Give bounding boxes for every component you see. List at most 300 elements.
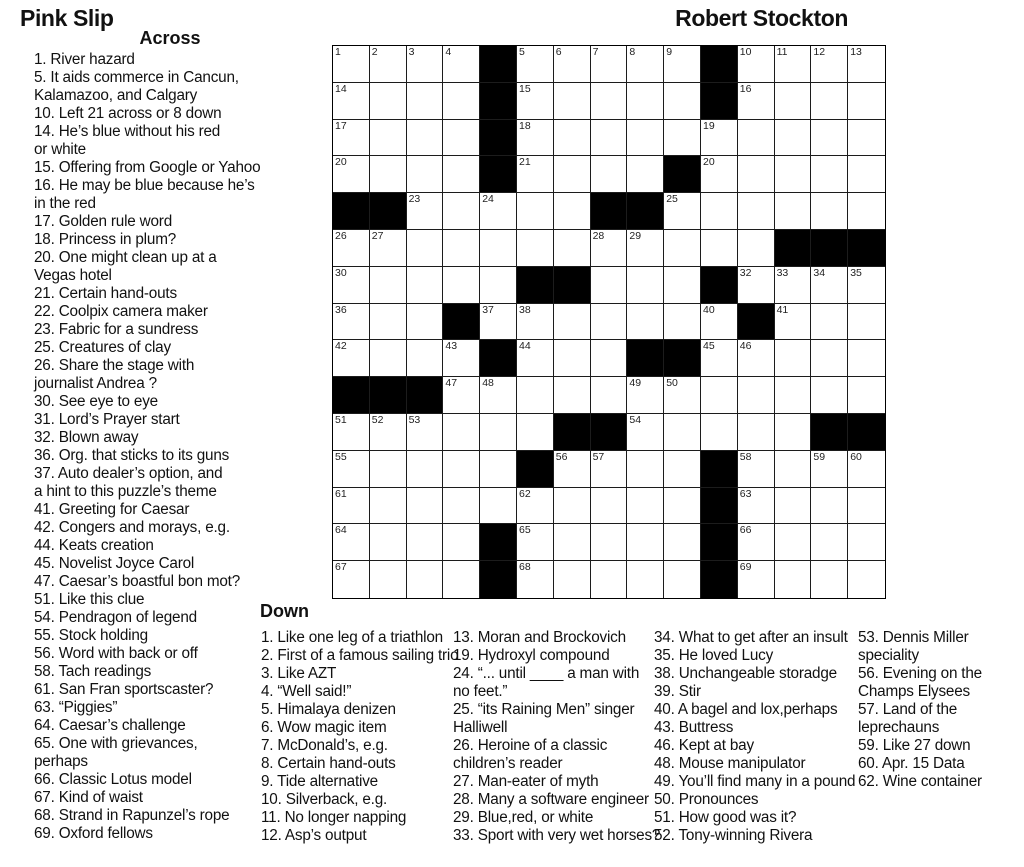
- grid-cell-r7c5[interactable]: [480, 267, 517, 304]
- clue-down-8: 8. Certain hand-outs: [261, 755, 396, 772]
- grid-cell-r5c15[interactable]: [848, 193, 885, 230]
- grid-cell-r3c6[interactable]: [517, 120, 554, 157]
- grid-cell-r13c9[interactable]: [627, 488, 664, 525]
- grid-block-r6c13: [775, 230, 812, 267]
- grid-cell-r6c9[interactable]: [627, 230, 664, 267]
- grid-cell-r5c5[interactable]: [480, 193, 517, 230]
- clue-across-23: 23. Fabric for a sundress: [34, 321, 199, 338]
- grid-cell-r11c13[interactable]: [775, 414, 812, 451]
- grid-cell-r9c15[interactable]: [848, 340, 885, 377]
- grid-cell-r12c10[interactable]: [664, 451, 701, 488]
- grid-cell-r9c2[interactable]: [370, 340, 407, 377]
- grid-cell-r13c1[interactable]: [333, 488, 370, 525]
- grid-cell-r9c6[interactable]: [517, 340, 554, 377]
- clue-across-47: 47. Caesar’s boastful bon mot?: [34, 573, 241, 590]
- clue-down-29: 29. Blue,red, or white: [453, 809, 594, 826]
- grid-cell-r9c7[interactable]: [554, 340, 591, 377]
- grid-cell-r10c4[interactable]: [443, 377, 480, 414]
- clue-down-26: 26. Heroine of a classic: [453, 737, 608, 754]
- grid-cell-r8c5[interactable]: [480, 304, 517, 341]
- grid-cell-r15c9[interactable]: [627, 561, 664, 598]
- grid-cell-r9c11[interactable]: [701, 340, 738, 377]
- cell-number: 69: [739, 561, 752, 574]
- grid-cell-r11c1[interactable]: [333, 414, 370, 451]
- grid-cell-r7c13[interactable]: [775, 267, 812, 304]
- clue-down-3: 3. Like AZT: [261, 665, 337, 682]
- grid-cell-r9c3[interactable]: [407, 340, 444, 377]
- grid-cell-r14c2[interactable]: [370, 524, 407, 561]
- grid-cell-r14c10[interactable]: [664, 524, 701, 561]
- clue-across-14-cont: or white: [34, 141, 86, 158]
- grid-cell-r1c12[interactable]: [738, 46, 775, 83]
- grid-block-r11c7: [554, 414, 591, 451]
- clue-down-25-cont: Halliwell: [453, 719, 508, 736]
- grid-cell-r9c13[interactable]: [775, 340, 812, 377]
- grid-cell-r6c1[interactable]: [333, 230, 370, 267]
- clue-across-55: 55. Stock holding: [34, 627, 148, 644]
- grid-cell-r4c11[interactable]: [701, 156, 738, 193]
- cell-number: 17: [335, 119, 347, 132]
- cell-number: 60: [850, 450, 862, 463]
- grid-cell-r13c15[interactable]: [848, 488, 885, 525]
- grid-cell-r2c12[interactable]: [738, 83, 775, 120]
- clue-down-33: 33. Sport with very wet horses?: [453, 827, 661, 844]
- cell-number: 30: [335, 266, 347, 279]
- cell-number: 41: [776, 303, 789, 316]
- grid-cell-r5c11[interactable]: [701, 193, 738, 230]
- grid-block-r12c6: [517, 451, 554, 488]
- grid-cell-r8c15[interactable]: [848, 304, 885, 341]
- grid-cell-r4c3[interactable]: [407, 156, 444, 193]
- grid-cell-r5c7[interactable]: [554, 193, 591, 230]
- grid-cell-r15c15[interactable]: [848, 561, 885, 598]
- grid-cell-r8c14[interactable]: [811, 304, 848, 341]
- grid-block-r7c11: [701, 267, 738, 304]
- grid-cell-r5c10[interactable]: [664, 193, 701, 230]
- grid-cell-r1c13[interactable]: [775, 46, 812, 83]
- grid-cell-r12c1[interactable]: [333, 451, 370, 488]
- grid-cell-r5c3[interactable]: [407, 193, 444, 230]
- grid-cell-r14c7[interactable]: [554, 524, 591, 561]
- grid-cell-r5c13[interactable]: [775, 193, 812, 230]
- clue-down-10: 10. Silverback, e.g.: [261, 791, 388, 808]
- grid-block-r6c14: [811, 230, 848, 267]
- grid-cell-r8c2[interactable]: [370, 304, 407, 341]
- cell-number: 23: [408, 193, 421, 206]
- clue-across-20-cont: Vegas hotel: [34, 267, 112, 284]
- cell-number: 45: [702, 340, 715, 353]
- grid-cell-r12c4[interactable]: [443, 451, 480, 488]
- grid-block-r9c9: [627, 340, 664, 377]
- clue-down-2: 2. First of a famous sailing trio: [261, 647, 459, 664]
- grid-cell-r4c7[interactable]: [554, 156, 591, 193]
- grid-cell-r2c4[interactable]: [443, 83, 480, 120]
- grid-cell-r4c8[interactable]: [591, 156, 628, 193]
- grid-cell-r15c10[interactable]: [664, 561, 701, 598]
- grid-cell-r11c9[interactable]: [627, 414, 664, 451]
- grid-cell-r2c10[interactable]: [664, 83, 701, 120]
- grid-cell-r12c15[interactable]: [848, 451, 885, 488]
- grid-cell-r6c2[interactable]: [370, 230, 407, 267]
- grid-cell-r7c8[interactable]: [591, 267, 628, 304]
- grid-cell-r2c9[interactable]: [627, 83, 664, 120]
- grid-cell-r11c3[interactable]: [407, 414, 444, 451]
- grid-cell-r2c8[interactable]: [591, 83, 628, 120]
- grid-cell-r15c8[interactable]: [591, 561, 628, 598]
- grid-cell-r13c13[interactable]: [775, 488, 812, 525]
- cell-number: 32: [739, 266, 752, 279]
- grid-cell-r10c15[interactable]: [848, 377, 885, 414]
- grid-cell-r7c1[interactable]: [333, 267, 370, 304]
- grid-cell-r3c15[interactable]: [848, 120, 885, 157]
- grid-cell-r11c11[interactable]: [701, 414, 738, 451]
- clue-across-21: 21. Certain hand-outs: [34, 285, 177, 302]
- grid-cell-r12c5[interactable]: [480, 451, 517, 488]
- grid-cell-r14c1[interactable]: [333, 524, 370, 561]
- clue-across-1: 1. River hazard: [34, 51, 135, 68]
- cell-number: 43: [445, 340, 458, 353]
- cell-number: 27: [371, 229, 384, 242]
- grid-block-r15c11: [701, 561, 738, 598]
- grid-cell-r8c13[interactable]: [775, 304, 812, 341]
- clue-down-56-cont: Champs Elysees: [858, 683, 970, 700]
- grid-cell-r10c9[interactable]: [627, 377, 664, 414]
- grid-cell-r5c4[interactable]: [443, 193, 480, 230]
- grid-cell-r7c15[interactable]: [848, 267, 885, 304]
- grid-cell-r8c3[interactable]: [407, 304, 444, 341]
- cell-number: 8: [629, 46, 636, 58]
- cell-number: 7: [592, 46, 599, 58]
- clue-down-7: 7. McDonald’s, e.g.: [261, 737, 388, 754]
- clue-down-46: 46. Kept at bay: [654, 737, 754, 754]
- clue-across-14: 14. He’s blue without his red: [34, 123, 221, 140]
- grid-cell-r1c1[interactable]: [333, 46, 370, 83]
- grid-cell-r2c13[interactable]: [775, 83, 812, 120]
- clue-across-56: 56. Word with back or off: [34, 645, 198, 662]
- grid-cell-r4c14[interactable]: [811, 156, 848, 193]
- grid-cell-r3c13[interactable]: [775, 120, 812, 157]
- grid-cell-r8c9[interactable]: [627, 304, 664, 341]
- cell-number: 9: [666, 46, 673, 58]
- grid-cell-r13c12[interactable]: [738, 488, 775, 525]
- grid-cell-r12c8[interactable]: [591, 451, 628, 488]
- clue-down-24-cont: no feet.”: [453, 683, 508, 700]
- clue-across-61: 61. San Fran sportscaster?: [34, 681, 214, 698]
- grid-cell-r13c3[interactable]: [407, 488, 444, 525]
- grid-cell-r11c12[interactable]: [738, 414, 775, 451]
- cell-number: 3: [408, 46, 415, 58]
- grid-cell-r14c14[interactable]: [811, 524, 848, 561]
- grid-block-r8c4: [443, 304, 480, 341]
- grid-cell-r13c4[interactable]: [443, 488, 480, 525]
- clue-down-34: 34. What to get after an insult: [654, 629, 848, 646]
- grid-cell-r1c10[interactable]: [664, 46, 701, 83]
- grid-cell-r5c12[interactable]: [738, 193, 775, 230]
- grid-cell-r2c1[interactable]: [333, 83, 370, 120]
- clue-across-36: 36. Org. that sticks to its guns: [34, 447, 230, 464]
- cell-number: 13: [850, 46, 862, 58]
- grid-cell-r3c3[interactable]: [407, 120, 444, 157]
- grid-cell-r13c10[interactable]: [664, 488, 701, 525]
- clue-across-5: 5. It aids commerce in Cancun,: [34, 69, 239, 86]
- grid-cell-r12c7[interactable]: [554, 451, 591, 488]
- grid-cell-r7c4[interactable]: [443, 267, 480, 304]
- clue-down-57-cont: leprechauns: [858, 719, 940, 736]
- grid-cell-r15c6[interactable]: [517, 561, 554, 598]
- grid-cell-r6c4[interactable]: [443, 230, 480, 267]
- grid-cell-r13c2[interactable]: [370, 488, 407, 525]
- cell-number: 14: [335, 82, 347, 95]
- grid-cell-r9c12[interactable]: [738, 340, 775, 377]
- crossword-grid: [332, 45, 886, 599]
- grid-cell-r3c2[interactable]: [370, 120, 407, 157]
- clue-down-48: 48. Mouse manipulator: [654, 755, 806, 772]
- grid-cell-r12c13[interactable]: [775, 451, 812, 488]
- grid-block-r11c8: [591, 414, 628, 451]
- puzzle-author: Robert Stockton: [675, 5, 848, 31]
- grid-cell-r8c7[interactable]: [554, 304, 591, 341]
- grid-cell-r15c13[interactable]: [775, 561, 812, 598]
- clue-across-37-cont: a hint to this puzzle’s theme: [34, 483, 217, 500]
- grid-cell-r6c6[interactable]: [517, 230, 554, 267]
- grid-cell-r6c12[interactable]: [738, 230, 775, 267]
- grid-cell-r6c7[interactable]: [554, 230, 591, 267]
- grid-cell-r11c6[interactable]: [517, 414, 554, 451]
- cell-number: 42: [335, 340, 347, 353]
- grid-cell-r4c6[interactable]: [517, 156, 554, 193]
- cell-number: 47: [445, 377, 458, 390]
- grid-cell-r5c6[interactable]: [517, 193, 554, 230]
- grid-cell-r11c4[interactable]: [443, 414, 480, 451]
- grid-block-r10c2: [370, 377, 407, 414]
- clue-down-13: 13. Moran and Brockovich: [453, 629, 626, 646]
- cell-number: 65: [518, 524, 531, 537]
- cell-number: 64: [335, 524, 347, 537]
- grid-cell-r1c2[interactable]: [370, 46, 407, 83]
- grid-cell-r15c7[interactable]: [554, 561, 591, 598]
- grid-cell-r1c15[interactable]: [848, 46, 885, 83]
- grid-cell-r6c5[interactable]: [480, 230, 517, 267]
- grid-cell-r12c12[interactable]: [738, 451, 775, 488]
- grid-cell-r1c8[interactable]: [591, 46, 628, 83]
- grid-cell-r1c7[interactable]: [554, 46, 591, 83]
- grid-cell-r4c1[interactable]: [333, 156, 370, 193]
- grid-cell-r4c12[interactable]: [738, 156, 775, 193]
- grid-cell-r14c8[interactable]: [591, 524, 628, 561]
- grid-cell-r8c6[interactable]: [517, 304, 554, 341]
- grid-cell-r10c5[interactable]: [480, 377, 517, 414]
- grid-cell-r13c8[interactable]: [591, 488, 628, 525]
- grid-cell-r8c11[interactable]: [701, 304, 738, 341]
- grid-cell-r12c9[interactable]: [627, 451, 664, 488]
- clue-down-53: 53. Dennis Miller: [858, 629, 969, 646]
- grid-cell-r10c7[interactable]: [554, 377, 591, 414]
- clue-down-40: 40. A bagel and lox,perhaps: [654, 701, 838, 718]
- grid-cell-r11c5[interactable]: [480, 414, 517, 451]
- grid-cell-r8c10[interactable]: [664, 304, 701, 341]
- grid-cell-r3c9[interactable]: [627, 120, 664, 157]
- grid-cell-r15c1[interactable]: [333, 561, 370, 598]
- clue-down-24: 24. “... until ____ a man with: [453, 665, 640, 682]
- grid-cell-r1c3[interactable]: [407, 46, 444, 83]
- clue-across-26-cont: journalist Andrea ?: [34, 375, 157, 392]
- clue-down-27: 27. Man-eater of myth: [453, 773, 599, 790]
- clue-across-17: 17. Golden rule word: [34, 213, 173, 230]
- grid-cell-r3c8[interactable]: [591, 120, 628, 157]
- grid-cell-r1c6[interactable]: [517, 46, 554, 83]
- grid-cell-r10c11[interactable]: [701, 377, 738, 414]
- grid-cell-r4c13[interactable]: [775, 156, 812, 193]
- cell-number: 55: [335, 450, 347, 463]
- clue-across-44: 44. Keats creation: [34, 537, 154, 554]
- clue-down-49: 49. You’ll find many in a pound: [654, 773, 856, 790]
- grid-cell-r3c1[interactable]: [333, 120, 370, 157]
- cell-number: 20: [702, 156, 715, 169]
- grid-block-r5c8: [591, 193, 628, 230]
- grid-cell-r6c11[interactable]: [701, 230, 738, 267]
- clue-across-30: 30. See eye to eye: [34, 393, 158, 410]
- grid-cell-r10c14[interactable]: [811, 377, 848, 414]
- grid-cell-r4c9[interactable]: [627, 156, 664, 193]
- across-heading: Across: [139, 28, 201, 48]
- grid-cell-r3c7[interactable]: [554, 120, 591, 157]
- grid-cell-r7c9[interactable]: [627, 267, 664, 304]
- grid-cell-r1c9[interactable]: [627, 46, 664, 83]
- grid-cell-r5c14[interactable]: [811, 193, 848, 230]
- grid-cell-r6c10[interactable]: [664, 230, 701, 267]
- grid-block-r2c11: [701, 83, 738, 120]
- grid-cell-r3c11[interactable]: [701, 120, 738, 157]
- grid-cell-r9c14[interactable]: [811, 340, 848, 377]
- grid-cell-r15c3[interactable]: [407, 561, 444, 598]
- grid-cell-r14c3[interactable]: [407, 524, 444, 561]
- clue-down-26-cont: children’s reader: [453, 755, 563, 772]
- grid-cell-r13c7[interactable]: [554, 488, 591, 525]
- grid-cell-r14c4[interactable]: [443, 524, 480, 561]
- clue-down-51: 51. How good was it?: [654, 809, 797, 826]
- clue-down-59: 59. Like 27 down: [858, 737, 971, 754]
- grid-cell-r2c2[interactable]: [370, 83, 407, 120]
- clue-down-19: 19. Hydroxyl compound: [453, 647, 610, 664]
- clue-down-11: 11. No longer napping: [261, 809, 407, 826]
- clue-across-5-cont: Kalamazoo, and Calgary: [34, 87, 198, 104]
- grid-cell-r1c14[interactable]: [811, 46, 848, 83]
- grid-cell-r12c2[interactable]: [370, 451, 407, 488]
- cell-number: 40: [702, 303, 715, 316]
- grid-cell-r2c7[interactable]: [554, 83, 591, 120]
- cell-number: 48: [482, 377, 494, 390]
- cell-number: 51: [335, 413, 347, 426]
- grid-block-r5c9: [627, 193, 664, 230]
- grid-block-r14c11: [701, 524, 738, 561]
- clue-across-16-cont: in the red: [34, 195, 96, 212]
- grid-cell-r3c14[interactable]: [811, 120, 848, 157]
- clue-across-32: 32. Blown away: [34, 429, 139, 446]
- grid-cell-r9c8[interactable]: [591, 340, 628, 377]
- grid-cell-r6c3[interactable]: [407, 230, 444, 267]
- cell-number: 68: [518, 561, 531, 574]
- grid-cell-r14c12[interactable]: [738, 524, 775, 561]
- grid-block-r2c5: [480, 83, 517, 120]
- grid-block-r11c15: [848, 414, 885, 451]
- grid-cell-r9c4[interactable]: [443, 340, 480, 377]
- clue-across-15: 15. Offering from Google or Yahoo: [34, 159, 261, 176]
- cell-number: 59: [813, 450, 826, 463]
- grid-cell-r8c1[interactable]: [333, 304, 370, 341]
- grid-cell-r7c2[interactable]: [370, 267, 407, 304]
- clue-across-16: 16. He may be blue because he’s: [34, 177, 255, 194]
- grid-cell-r4c15[interactable]: [848, 156, 885, 193]
- grid-cell-r2c6[interactable]: [517, 83, 554, 120]
- cell-number: 62: [518, 487, 531, 500]
- grid-cell-r2c15[interactable]: [848, 83, 885, 120]
- down-clue-column-3: [654, 629, 855, 845]
- grid-block-r9c5: [480, 340, 517, 377]
- grid-cell-r15c12[interactable]: [738, 561, 775, 598]
- clue-across-45: 45. Novelist Joyce Carol: [34, 555, 195, 572]
- grid-cell-r14c15[interactable]: [848, 524, 885, 561]
- grid-cell-r12c14[interactable]: [811, 451, 848, 488]
- grid-block-r1c5: [480, 46, 517, 83]
- clue-down-57: 57. Land of the: [858, 701, 958, 718]
- grid-cell-r10c12[interactable]: [738, 377, 775, 414]
- grid-cell-r3c4[interactable]: [443, 120, 480, 157]
- cell-number: 46: [739, 340, 752, 353]
- grid-cell-r2c3[interactable]: [407, 83, 444, 120]
- grid-cell-r12c3[interactable]: [407, 451, 444, 488]
- grid-cell-r13c6[interactable]: [517, 488, 554, 525]
- grid-cell-r6c8[interactable]: [591, 230, 628, 267]
- grid-cell-r14c13[interactable]: [775, 524, 812, 561]
- grid-cell-r7c3[interactable]: [407, 267, 444, 304]
- clue-down-52: 52. Tony-winning Rivera: [654, 827, 813, 844]
- grid-cell-r4c2[interactable]: [370, 156, 407, 193]
- grid-block-r4c10: [664, 156, 701, 193]
- grid-cell-r10c6[interactable]: [517, 377, 554, 414]
- grid-cell-r8c8[interactable]: [591, 304, 628, 341]
- grid-cell-r15c2[interactable]: [370, 561, 407, 598]
- grid-cell-r13c14[interactable]: [811, 488, 848, 525]
- grid-cell-r4c4[interactable]: [443, 156, 480, 193]
- grid-cell-r7c10[interactable]: [664, 267, 701, 304]
- grid-cell-r15c14[interactable]: [811, 561, 848, 598]
- grid-cell-r14c9[interactable]: [627, 524, 664, 561]
- grid-cell-r3c10[interactable]: [664, 120, 701, 157]
- clue-across-65-cont: perhaps: [34, 753, 88, 770]
- grid-cell-r10c8[interactable]: [591, 377, 628, 414]
- grid-cell-r7c14[interactable]: [811, 267, 848, 304]
- clue-down-4: 4. “Well said!”: [261, 683, 352, 700]
- grid-cell-r15c4[interactable]: [443, 561, 480, 598]
- cell-number: 10: [739, 46, 752, 58]
- grid-block-r5c1: [333, 193, 370, 230]
- grid-cell-r3c12[interactable]: [738, 120, 775, 157]
- grid-cell-r11c10[interactable]: [664, 414, 701, 451]
- grid-cell-r10c10[interactable]: [664, 377, 701, 414]
- grid-cell-r14c6[interactable]: [517, 524, 554, 561]
- grid-cell-r10c13[interactable]: [775, 377, 812, 414]
- grid-block-r5c2: [370, 193, 407, 230]
- grid-cell-r7c12[interactable]: [738, 267, 775, 304]
- grid-cell-r13c5[interactable]: [480, 488, 517, 525]
- grid-cell-r1c4[interactable]: [443, 46, 480, 83]
- down-clue-column-4: [858, 629, 982, 791]
- clue-down-5: 5. Himalaya denizen: [261, 701, 396, 718]
- grid-cell-r2c14[interactable]: [811, 83, 848, 120]
- grid-cell-r9c1[interactable]: [333, 340, 370, 377]
- clue-down-50: 50. Pronounces: [654, 791, 759, 808]
- grid-cell-r11c2[interactable]: [370, 414, 407, 451]
